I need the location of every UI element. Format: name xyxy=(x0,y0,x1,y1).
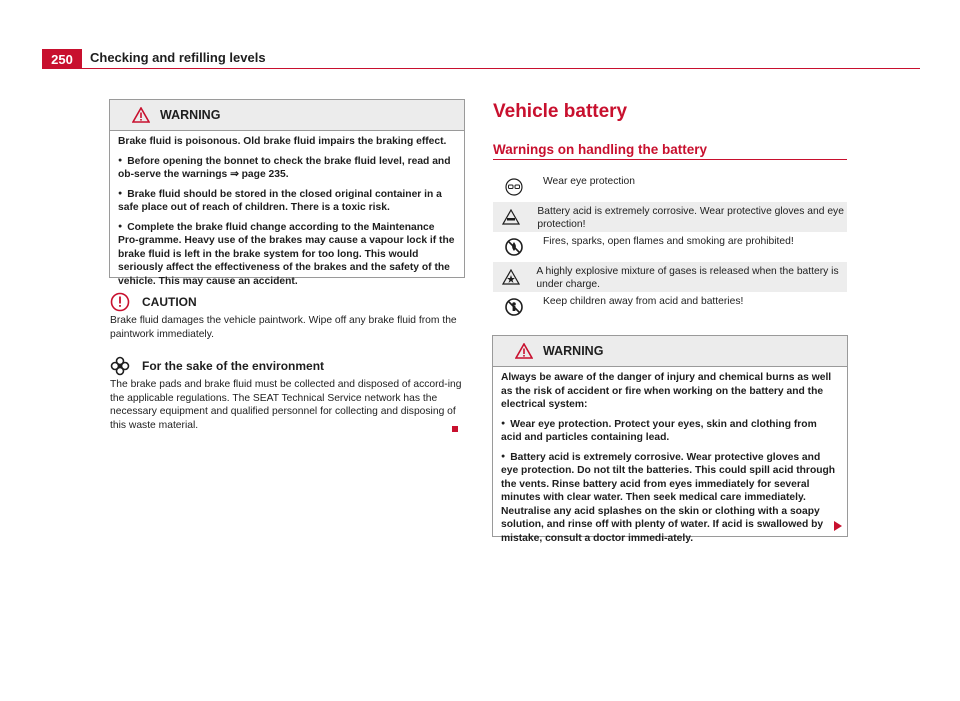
environment-section xyxy=(110,356,464,432)
table-row xyxy=(493,202,847,232)
caution-text: Brake fluid damages the vehicle paintwork. Wipe off any brake fluid from the paintwork immediately. xyxy=(110,315,457,340)
subtitle-divider xyxy=(493,159,847,160)
table-row xyxy=(493,172,847,202)
warning-triangle-icon xyxy=(132,107,150,123)
row-text: Fires, sparks, open flames and smoking are prohibited! xyxy=(543,236,794,247)
battery-warning-box xyxy=(492,335,848,544)
keep-children-away-icon xyxy=(505,298,523,316)
environment-header xyxy=(110,356,464,376)
warning-bullet: ● Battery acid is extremely corrosive. Wear protective gloves and eye protection. Do not tilt the batteries. This could spill acid through the vents. Rinse battery acid from eyes immediately for several minutes with clear water. Then seek medical care immediately. Neutralise any acid splashes on the skin or clothing with a soapy solution, and rinse off with plenty of water. If acid is swallowed by mistake, consult a doctor immedi-ately. xyxy=(501,450,839,546)
caution-heading: CAUTION xyxy=(142,295,197,309)
environment-heading: For the sake of the environment xyxy=(142,359,325,373)
table-row xyxy=(493,292,847,322)
brake-fluid-warning-box xyxy=(109,99,465,287)
section-subtitle: Warnings on handling the battery xyxy=(493,142,708,157)
warning-heading: WARNING xyxy=(160,108,221,122)
warning-bullet: ● Wear eye protection. Protect your eyes, skin and clothing from acid and particles containing lead. xyxy=(501,417,839,445)
header-divider xyxy=(42,68,920,69)
section-title: Vehicle battery xyxy=(493,101,628,122)
page-number: 250 xyxy=(42,49,82,69)
caution-exclamation-icon xyxy=(110,292,130,312)
explosive-icon xyxy=(502,269,520,285)
caution-header xyxy=(110,292,464,312)
warning-header xyxy=(493,336,847,367)
row-text: A highly explosive mixture of gases is released when the battery is under charge. xyxy=(536,266,839,290)
eye-protection-icon xyxy=(505,178,523,196)
warning-body xyxy=(110,131,464,299)
warning-triangle-icon xyxy=(515,343,533,359)
battery-symbol-table xyxy=(493,172,847,322)
no-fire-icon xyxy=(505,238,523,256)
header-title: Checking and refilling levels xyxy=(90,50,266,65)
warning-header xyxy=(110,100,464,131)
warning-body xyxy=(493,367,847,556)
warning-bullet: ● Complete the brake fluid change according to the Maintenance Pro-gramme. Heavy use of the brakes may cause a vapour lock if the brake fluid is left in the brake system for too long. This would seriously affect the effectiveness of the brakes and the safety of the vehicle. This may cause an accident. xyxy=(118,220,456,289)
warning-intro: Brake fluid is poisonous. Old brake fluid impairs the braking effect. xyxy=(118,136,447,147)
environment-text: The brake pads and brake fluid must be collected and disposed of accord-ing the applicable regulations. The SEAT Technical Service network has the necessary equipment and qualified personnel for collecting and disposing of this waste material. xyxy=(110,379,462,431)
row-text: Keep children away from acid and batteries! xyxy=(543,296,744,307)
warning-bullet: ● Brake fluid should be stored in the closed original container in a safe place out of reach of children. There is a toxic risk. xyxy=(118,187,456,215)
warning-intro: Always be aware of the danger of injury and chemical burns as well as the risk of accident or fire when working on the battery and the electrical system: xyxy=(501,372,832,410)
flower-environment-icon xyxy=(110,356,130,376)
table-row xyxy=(493,232,847,262)
corrosive-icon xyxy=(502,209,520,225)
warning-heading: WARNING xyxy=(543,344,604,358)
caution-section xyxy=(110,292,464,341)
warning-bullet: ● Before opening the bonnet to check the brake fluid level, read and ob-serve the warnings ⇒ page 235. xyxy=(118,154,456,182)
row-text: Wear eye protection xyxy=(543,176,635,187)
row-text: Battery acid is extremely corrosive. Wear protective gloves and eye protection! xyxy=(537,206,844,230)
section-end-marker xyxy=(452,426,458,432)
table-row xyxy=(493,262,847,292)
continue-arrow-icon xyxy=(834,521,842,531)
